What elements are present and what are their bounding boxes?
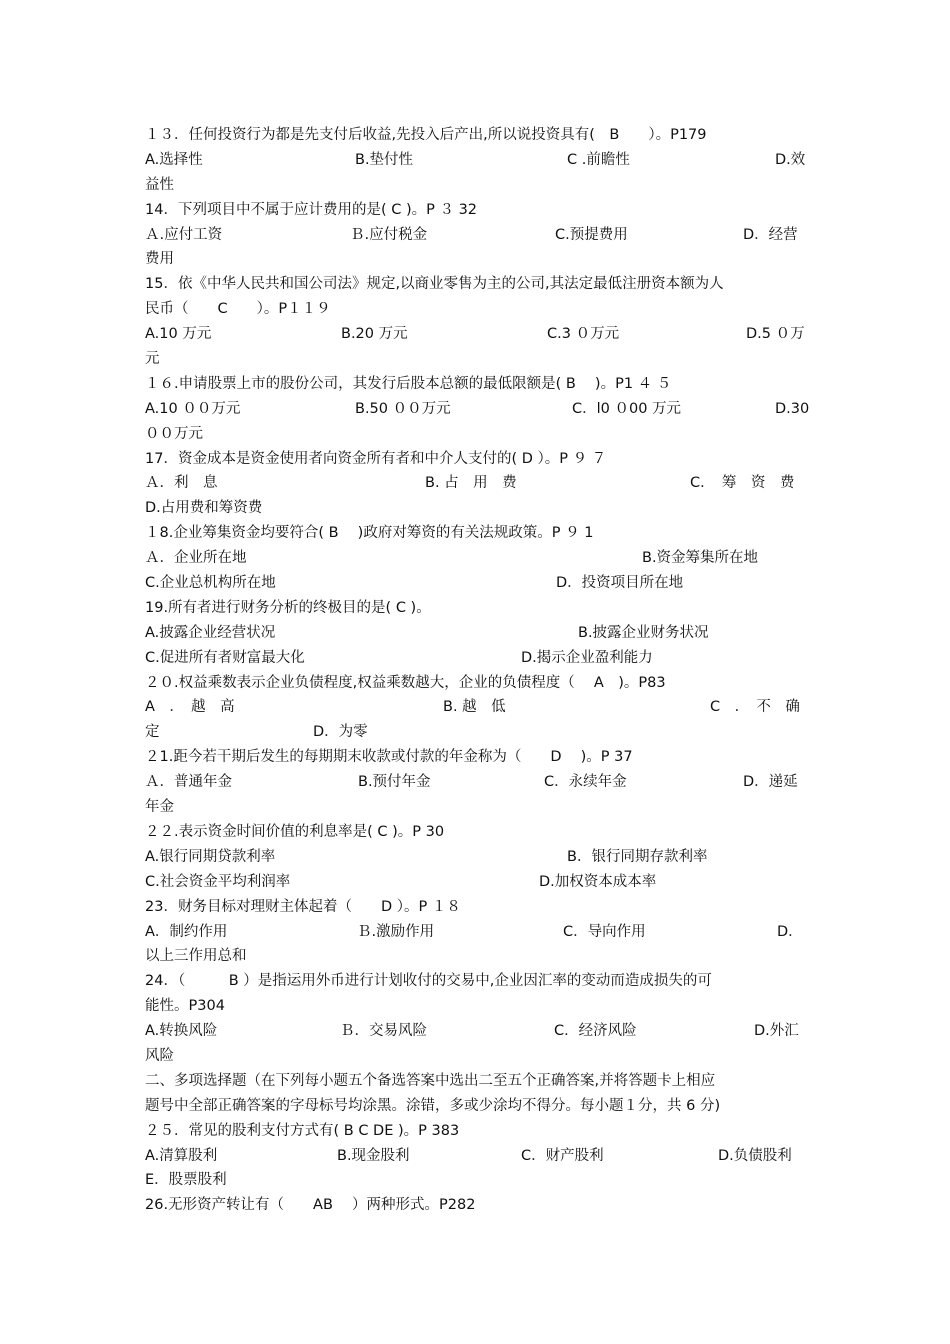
option-item: B．银行同期存款利率: [567, 848, 708, 865]
text-line: 益性: [145, 176, 174, 193]
option-item: D．经营: [743, 226, 798, 243]
option-item: C．财产股利: [521, 1147, 604, 1164]
text-line: ２０.权益乘数表示企业负债程度,权益乘数越大，企业的负债程度（ A )。P83: [145, 674, 666, 691]
option-item: C．永续年金: [544, 774, 627, 791]
options-line: [145, 770, 810, 795]
option-item: B. 占 用 费: [425, 475, 517, 492]
options-line: [145, 223, 810, 248]
exam-question-text: [145, 123, 810, 1218]
option-item: B. 越 低: [443, 699, 506, 716]
option-item: B.预付年金: [358, 774, 431, 791]
option-item: C .前瞻性: [567, 151, 630, 168]
options-line: [145, 845, 810, 870]
option-item: B.20 万元: [341, 326, 408, 343]
text-line: 24．（ B ）是指运用外币进行计划收付的交易中,企业因汇率的变动而造成损失的可: [145, 973, 712, 990]
text-line: 26.无形资产转让有（ AB ）两种形式。P282: [145, 1197, 476, 1214]
text-line: 年金: [145, 799, 174, 816]
option-item: D.外汇: [754, 1023, 799, 1040]
text-line: D.占用费和筹资费: [145, 500, 263, 517]
option-item: C． 筹 资 费: [690, 475, 795, 492]
options-line: [145, 1144, 810, 1169]
text-line: 19.所有者进行财务分析的终极目的是( C )。: [145, 599, 431, 616]
option-item: D.负债股利: [718, 1147, 792, 1164]
option-item: D．投资项目所在地: [556, 575, 684, 592]
option-item: A.转换风险: [145, 1023, 218, 1040]
option-item: A ． 越 高: [145, 699, 235, 716]
text-line: ２1.距今若干期后发生的每期期末收款或付款的年金称为（ D )。P 37: [145, 749, 633, 766]
option-item: Ａ．企业所在地: [145, 550, 247, 567]
text-line: 二、多项选择题（在下列每小题五个备选答案中选出二至五个正确答案,并将答题卡上相应: [145, 1072, 716, 1089]
option-item: D.加权资本成本率: [539, 873, 657, 890]
text-line: 费用: [145, 251, 174, 268]
options-line: [145, 571, 810, 596]
options-line: [145, 621, 810, 646]
option-item: C.3 ０万元: [547, 326, 620, 343]
option-item: C．经济风险: [554, 1023, 637, 1040]
text-line: ２２.表示资金时间价值的利息率是( C )。P 30: [145, 823, 445, 840]
options-line: [145, 148, 810, 173]
option-item: C.促进所有者财富最大化: [145, 649, 305, 666]
option-item: A.清算股利: [145, 1147, 218, 1164]
option-item: D.效: [775, 151, 806, 168]
options-line: [145, 695, 810, 720]
text-line: ００万元: [145, 425, 203, 442]
option-item: B.垫付性: [355, 151, 414, 168]
text-line: E．股票股利: [145, 1172, 227, 1189]
text-line: １３．任何投资行为都是先支付后收益,先投入后产出,所以说投资具有( B ）。P179: [145, 127, 707, 143]
option-item: D．递延: [743, 774, 798, 791]
option-item: A.10 ００万元: [145, 400, 241, 417]
options-line: [145, 920, 810, 945]
text-line: 能性。P304: [145, 998, 225, 1015]
options-line: [145, 1019, 810, 1044]
option-item: C.预提费用: [555, 226, 628, 243]
option-item: Ａ．利 息: [145, 475, 218, 492]
option-item: D.30: [775, 400, 810, 417]
text-line: 题号中全部正确答案的字母标号均涂黑。涂错，多或少涂均不得分。每小题１分，共 6 分): [145, 1097, 721, 1114]
option-item: D．: [777, 923, 803, 940]
option-item: B.50 ００万元: [355, 400, 451, 417]
text-line: 风险: [145, 1047, 174, 1064]
options-line: [145, 870, 810, 895]
option-item: Ａ.应付工资: [145, 226, 223, 243]
text-line: 14．下列项目中不属于应计费用的是( C )。P ３ 32: [145, 201, 478, 218]
option-item: D.5 ０万: [746, 326, 805, 343]
option-item: A.10 万元: [145, 326, 212, 343]
option-item: Ｂ.激励作用: [357, 923, 435, 940]
option-item: C.企业总机构所在地: [145, 575, 276, 592]
text-line: １8.企业筹集资金均要符合( B )政府对筹资的有关法规政策。P ９ 1: [145, 525, 594, 542]
text-line: 17．资金成本是资金使用者向资金所有者和中介人支付的( D ）。P ９ ７: [145, 450, 607, 467]
option-item: Ｂ．交易风险: [340, 1023, 427, 1040]
option-item: 定: [145, 724, 160, 741]
options-line: [145, 720, 810, 745]
text-line: 元: [145, 351, 160, 368]
options-line: [145, 322, 810, 347]
options-line: [145, 471, 810, 496]
option-item: C．l0 ０00 万元: [572, 400, 682, 417]
option-item: D．为零: [313, 724, 368, 741]
text-line: ２５．常见的股利支付方式有( B C DE )。P 383: [145, 1122, 460, 1139]
option-item: D.揭示企业盈利能力: [521, 649, 653, 666]
option-item: A.银行同期贷款利率: [145, 848, 276, 865]
option-item: Ａ．普通年金: [145, 774, 232, 791]
options-line: [145, 397, 810, 422]
option-item: C ． 不 确: [710, 699, 800, 716]
option-item: A.披露企业经营状况: [145, 624, 276, 641]
text-line: １６.申请股票上市的股份公司，其发行后股本总额的最低限额是( B )。P1 ４ ５: [145, 375, 672, 392]
option-item: B.披露企业财务状况: [578, 624, 709, 641]
text-line: 23．财务目标对理财主体起着（ D ）。P １８: [145, 898, 461, 915]
option-item: C．导向作用: [563, 923, 646, 940]
text-line: 15．依《中华人民共和国公司法》规定,以商业零售为主的公司,其法定最低注册资本额为人: [145, 276, 724, 293]
option-item: A.选择性: [145, 151, 203, 168]
option-item: B.资金筹集所在地: [642, 550, 759, 567]
options-line: [145, 546, 810, 571]
options-line: [145, 646, 810, 671]
text-line: 民币（ C ）。P１１９: [145, 301, 331, 318]
option-item: B.现金股利: [337, 1147, 410, 1164]
text-line: 以上三作用总和: [145, 948, 247, 965]
option-item: C.社会资金平均利润率: [145, 873, 291, 890]
option-item: Ｂ.应付税金: [350, 226, 428, 243]
option-item: A．制约作用: [145, 923, 228, 940]
